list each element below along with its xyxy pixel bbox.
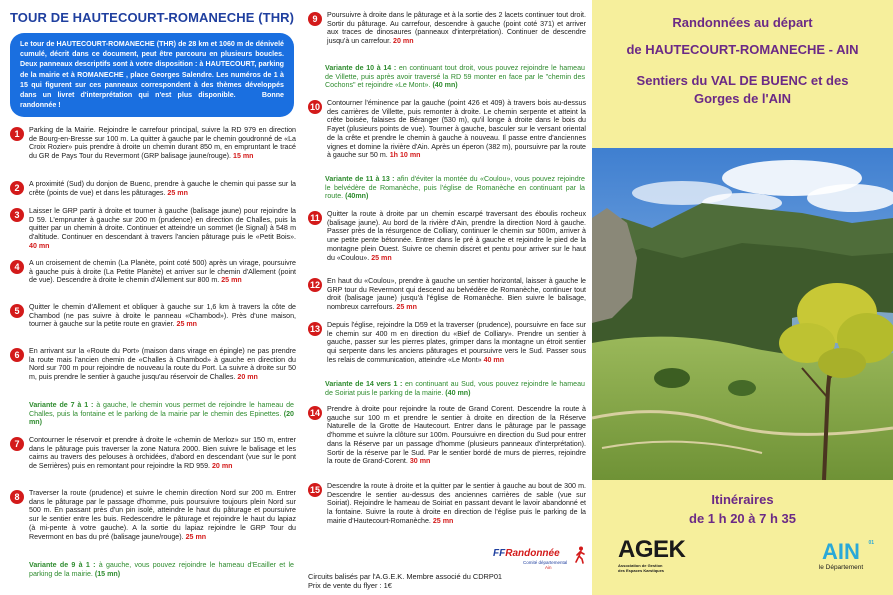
step-text: Contourner l'éminence par la gauche (point 426 et 409) à travers bois au-dessus des carrières de Villette, puis remonter à droite. Le chemin serpente et atteint la crête boisée, falaises de Béranger (530 m), qu'il longe à droite dans le bois du Fayet (plusieurs points de vue). Tourner à gauche, basculer sur le versant oriental de la crête et prendre le chemin à gauche à nouveau. Il passe entre d'anciennes vignes et domine la rivière d'Ain. Après un éperon (382 m), poursuivre par la route à gauche sur 50 m. bbox=[327, 99, 586, 160]
step-15 bbox=[308, 482, 586, 526]
step-text: Depuis l'église, rejoindre la D59 et la traverser (prudence), poursuivre en face sur le chemin sur 400 m en direction du «Bief de Colliary». Prendre un sentier à gauche, passer sur les pierres plates, grimper dans la montagne un étroit sentier qui serpente dans les anciens pâturages et poursuivre vers le Sud. Passer sous les relais de communication, atteindre «Le Mont» bbox=[327, 321, 586, 364]
step-number: 6 bbox=[10, 348, 24, 362]
page-title: TOUR DE HAUTECOURT-ROMANECHE (THR) bbox=[10, 10, 295, 25]
step-1 bbox=[10, 126, 296, 161]
step-duration: 20 mn bbox=[211, 462, 233, 471]
step-number: 11 bbox=[308, 211, 322, 225]
variante-text: en continuant au Sud, vous pouvez rejoindre le hameau de Soiriat puis le parking de la mairie. bbox=[325, 380, 585, 397]
step-duration: 25 mn bbox=[371, 253, 392, 262]
step-number: 15 bbox=[309, 485, 320, 495]
step-number: 14 bbox=[309, 408, 320, 418]
step-duration: 20 mn bbox=[237, 373, 258, 382]
itineraries-label: Itinéraires bbox=[711, 492, 774, 507]
variante-label: Variante de 14 vers 1 : bbox=[325, 380, 403, 388]
step-number: 10 bbox=[309, 102, 320, 112]
variante-9-1 bbox=[29, 561, 294, 578]
variante-duration: (20 mn) bbox=[29, 409, 294, 427]
step-duration: 40 mn bbox=[483, 355, 505, 364]
variante-duration: (15 mn) bbox=[94, 569, 121, 578]
variante-duration: (40mn) bbox=[345, 192, 369, 201]
step-number: 1 bbox=[10, 127, 24, 141]
step-text: En haut du «Coulou», prendre à gauche un sentier horizontal, laisser à gauche le GRP tour du Revermont qui descend au belvédère de Romanèche, continuer tout droit (balisage jaune) jusqu'à l'église de Romanèche. Bien suivre le balisage, nombreux carrefours. bbox=[327, 277, 586, 312]
step-text: En arrivant sur la «Route du Port» (maison dans virage en épingle) ne pas prendre la route mais l'ancien chemin de «Challes à Chambod» à gauche en direction du Nord sur 700 m pour rejoindre de nouveau la route du Port. La suivre à droite sur 50 m, puis prendre le sentier à gauche jusqu'au réservoir de Challes. bbox=[29, 347, 296, 382]
variante-duration: (40 mn) bbox=[445, 388, 471, 397]
variante-14-1 bbox=[325, 380, 585, 397]
footer-text bbox=[308, 572, 502, 590]
step-number: 13 bbox=[309, 324, 320, 334]
variante-text: à gauche, vous pouvez rejoindre le hameau d'Ecailler et le parking de la mairie. bbox=[29, 561, 294, 578]
ffr-sub2: Ain bbox=[545, 565, 552, 570]
step-text: Descendre la route à droite et la quitter par le sentier à gauche au bout de 300 m. Descendre le sentier au-dessus des anciennes carrières de sable (vue sur Soiriat). Rejoindre le hameau de Soiriat en passant devant le lavoir abandonné et la fontaine. Suivre la route à droite en direction de l'église puis le parking de la mairie d'Hautecourt-Romanèche. bbox=[327, 482, 586, 525]
step-duration: 25 mn bbox=[396, 303, 417, 312]
variante-11-13 bbox=[325, 175, 585, 201]
middle-column bbox=[300, 0, 592, 595]
step-number: 9 bbox=[308, 12, 322, 26]
step-duration: 20 mn bbox=[393, 37, 414, 46]
step-2 bbox=[10, 180, 296, 197]
step-duration: 25 mn bbox=[176, 320, 198, 329]
step-duration: 25 mn bbox=[167, 188, 188, 197]
cover-heading-4: Gorges de l'AIN bbox=[694, 91, 791, 106]
step-duration: 25 mn bbox=[185, 532, 207, 541]
ain-sub: le Département bbox=[818, 564, 864, 571]
variante-label: Variante de 7 à 1 : bbox=[29, 401, 94, 409]
step-text: Laisser le GRP partir à droite et tourner à gauche (balisage jaune) pour rejoindre la D 59. L'emprunter à gauche sur 200 m (prudence) en direction de Challes, puis la quitter par un chemin à droite. Continuer et atteindre un sommet (le Signal) à 548 m d'altitude. Continuer en descendant à travers l'ancien pâturage puis le «Petit Bois». bbox=[29, 207, 296, 242]
step-number: 4 bbox=[10, 260, 24, 274]
step-4 bbox=[10, 259, 296, 285]
step-number: 3 bbox=[10, 208, 24, 222]
agek-logo bbox=[618, 536, 696, 591]
step-duration: 1h 10 mn bbox=[389, 151, 421, 160]
variante-label: Variante de 9 à 1 : bbox=[29, 561, 96, 569]
landscape-illustration bbox=[592, 148, 893, 480]
step-number: 8 bbox=[10, 490, 24, 504]
step-duration: 25 mn bbox=[221, 276, 242, 285]
cover-heading-3: Sentiers du VAL DE BUENC et des bbox=[636, 73, 849, 88]
ffrandonnee-logo bbox=[493, 548, 588, 588]
step-number: 2 bbox=[10, 181, 24, 195]
agek-name: AGEK bbox=[618, 536, 686, 563]
step-9 bbox=[308, 11, 586, 46]
step-10 bbox=[308, 99, 586, 160]
step-text: A un croisement de chemin (La Planète, point coté 500) après un virage, poursuivre à gauche puis à droite (La Petite Planète) et arriver sur le chemin d'Allement (point de vue). Descendre à droite le chemin d'Allement sur 800 m. bbox=[29, 259, 296, 285]
hiker-icon bbox=[574, 546, 586, 564]
step-8 bbox=[10, 489, 296, 541]
ain-name: AIN bbox=[822, 539, 860, 564]
intro-box bbox=[10, 33, 294, 117]
step-text: Parking de la Mairie. Rejoindre le carrefour principal, suivre la RD 979 en direction de Bourg-en-Bresse sur 100 m. La quitter à gauche par le chemin goudronné de «La Croix Rozier» puis prendre à droite un chemin durant 850 m, en empruntant le tracé du GR de Pays Tour du Revermont (GRP balisage jaune/rouge). bbox=[29, 126, 296, 161]
agek-sub-1: Association de Gestion bbox=[618, 563, 663, 568]
step-text: Quitter la route à droite par un chemin escarpé traversant des éboulis rocheux (balisage jaune). Au bord de la rivière d'Ain, prendre la direction Nord à gauche. Passer près de la résurgence de Colliary, continuer le chemin sur 500m, arriver à une petite pente bétonnée. Entrer dans le pré à gauche et rejoindre le pied de la montagne plein Ouest. Suivre ce chemin discret et pentu pour arriver sur le haut du «Coulou». bbox=[327, 210, 586, 262]
footer-line-1: Circuits balisés par l'A.G.E.K. Membre associé du CDRP01 bbox=[308, 572, 503, 581]
step-14 bbox=[308, 405, 586, 466]
itineraries bbox=[592, 490, 893, 528]
step-text: Traverser la route (prudence) et suivre le chemin direction Nord sur 200 m. Entrer dans le pâturage par le passage d'homme, puis poursuivre toujours plein Nord sur 500 m. En passant près d'un pin isolé, atteindre le haut du pâturage et poursuivre sur le sentier entre les buis. Redescendre le pâturage et rejoindre le haut du lapiaz (à mi-pente à votre gauche). A la sortie du lapiaz rejoindre le GRP Tour du Revermont en bas du pré (balisage jaune/rouge). bbox=[29, 489, 296, 541]
cover-column bbox=[592, 0, 893, 595]
step-duration: 40 mn bbox=[29, 241, 50, 250]
step-text: Prendre à droite pour rejoindre la route de Grand Corent. Descendre la route à gauche sur 100 m et prendre le sentier à droite en direction de la Réserve Naturelle de la Grotte de Hautecourt. Entrer dans le pâturage par le passage d'homme et suivre la clôture sur 100m. Poursuivre en direction du Sud pour entrer dans la Réserve par un passage d'homme (plusieurs panneaux d'interprétation). Sortir de la réserve par le Sud. Par le sentier bordé de murs de pierres, rejoindre la route de Grand-Corent. bbox=[327, 405, 586, 466]
variante-7-1 bbox=[29, 401, 294, 427]
itineraries-duration: de 1 h 20 à 7 h 35 bbox=[689, 511, 796, 526]
variante-duration: (40 mn) bbox=[432, 81, 458, 90]
step-duration: 25 mn bbox=[432, 516, 454, 525]
step-7 bbox=[10, 436, 296, 471]
ain-department-logo bbox=[806, 540, 876, 580]
variante-text: en continuant tout droit, vous pouvez rejoindre le hameau de Villette, puis après avoir traversé la RD 59 monter en face par le "chemin des Cochons" et rejoindre «Le Mont». bbox=[325, 64, 585, 90]
cover-heading-1: Randonnées au départ bbox=[672, 15, 813, 30]
variante-label: Variante de 11 à 13 : bbox=[325, 175, 395, 183]
variante-label: Variante de 10 à 14 : bbox=[325, 64, 397, 72]
variante-text: afin d'éviter la montée du «Coulou», vous pouvez rejoindre le belvédère de Romanèche, puis l'église de Romanèche en continuant par la route. bbox=[325, 175, 585, 201]
intro-text: Le tour de HAUTECOURT-ROMANECHE (THR) de 28 km et 1060 m de dénivelé cumulé, décrit dans ce document, peut être parcouru en plusieurs boucles. Deux panneaux descriptifs sont à votre disposition : à HAUTECOURT, parking de la mairie et à ROMANECHE , place Georges Salendre. Les numéros de 1 à 15 qui figurent sur ces panneaux correspondent à des thèmes développés dans un livret d'interprétation qui n'est plus disponible. bbox=[20, 40, 284, 100]
ain-number: 01 bbox=[868, 540, 874, 546]
step-6 bbox=[10, 347, 296, 382]
variante-text: à gauche, le chemin vous permet de rejoindre le hameau de Challes, puis la fontaine et le parking de la mairie par le chemin des Epinettes. bbox=[29, 401, 294, 418]
left-column bbox=[0, 0, 300, 595]
landscape-photo bbox=[592, 148, 893, 480]
cover-heading-2: de HAUTECOURT-ROMANECHE - AIN bbox=[626, 42, 859, 57]
step-5 bbox=[10, 303, 296, 329]
step-11 bbox=[308, 210, 586, 262]
step-text: Poursuivre à droite dans le pâturage et à la sortie des 2 lacets continuer tout droit. Sortir du pâturage. Au carrefour, descendre à gauche (point coté 371) et arriver aux traces de dinosaures (panneaux d'interprétation). Continuer de descendre jusqu'à un carrefour. bbox=[327, 11, 586, 46]
ffr-sub: Comité départemental bbox=[523, 560, 568, 565]
step-duration: 30 mn bbox=[409, 457, 431, 466]
step-number: 7 bbox=[10, 437, 24, 451]
footer-line-2: Prix de vente du flyer : 1€ bbox=[308, 581, 392, 590]
step-number: 5 bbox=[10, 304, 24, 318]
agek-sub-2: des Espaces Karstiques bbox=[618, 567, 665, 573]
step-duration: 15 mn bbox=[233, 152, 254, 161]
step-text: Quitter le chemin d'Allement et obliquer à gauche sur 1,6 km à travers la côte de Chambod (ne pas suivre à droite le panneau «Chambod»). Près d'une maison, tourner à gauche sur la petite route en gravier. bbox=[29, 303, 296, 329]
intro-greeting: Bonne randonnée ! bbox=[20, 91, 284, 110]
variante-10-14 bbox=[325, 64, 585, 90]
step-13 bbox=[308, 321, 586, 365]
step-number: 12 bbox=[309, 280, 320, 290]
ffr-ff: FF bbox=[493, 548, 506, 559]
step-3 bbox=[10, 207, 296, 251]
step-12 bbox=[308, 277, 586, 312]
ffr-name: Randonnée bbox=[505, 548, 560, 559]
step-text: Contourner le réservoir et prendre à droite le «chemin de Merloz» sur 150 m, entrer dans le pâturage puis traverser la zone Natura 2000. Bien suivre le balisage et les cairns au travers des pelouses à orchidées, d'abord en descendant (vue sur le pont de Serrières) puis en remontant pour rejoindre la RD 959. bbox=[29, 436, 296, 471]
step-text: A proximité (Sud) du donjon de Buenc, prendre à gauche le chemin qui passe sur la crête (points de vue) et dans les pâturages. bbox=[29, 180, 296, 197]
